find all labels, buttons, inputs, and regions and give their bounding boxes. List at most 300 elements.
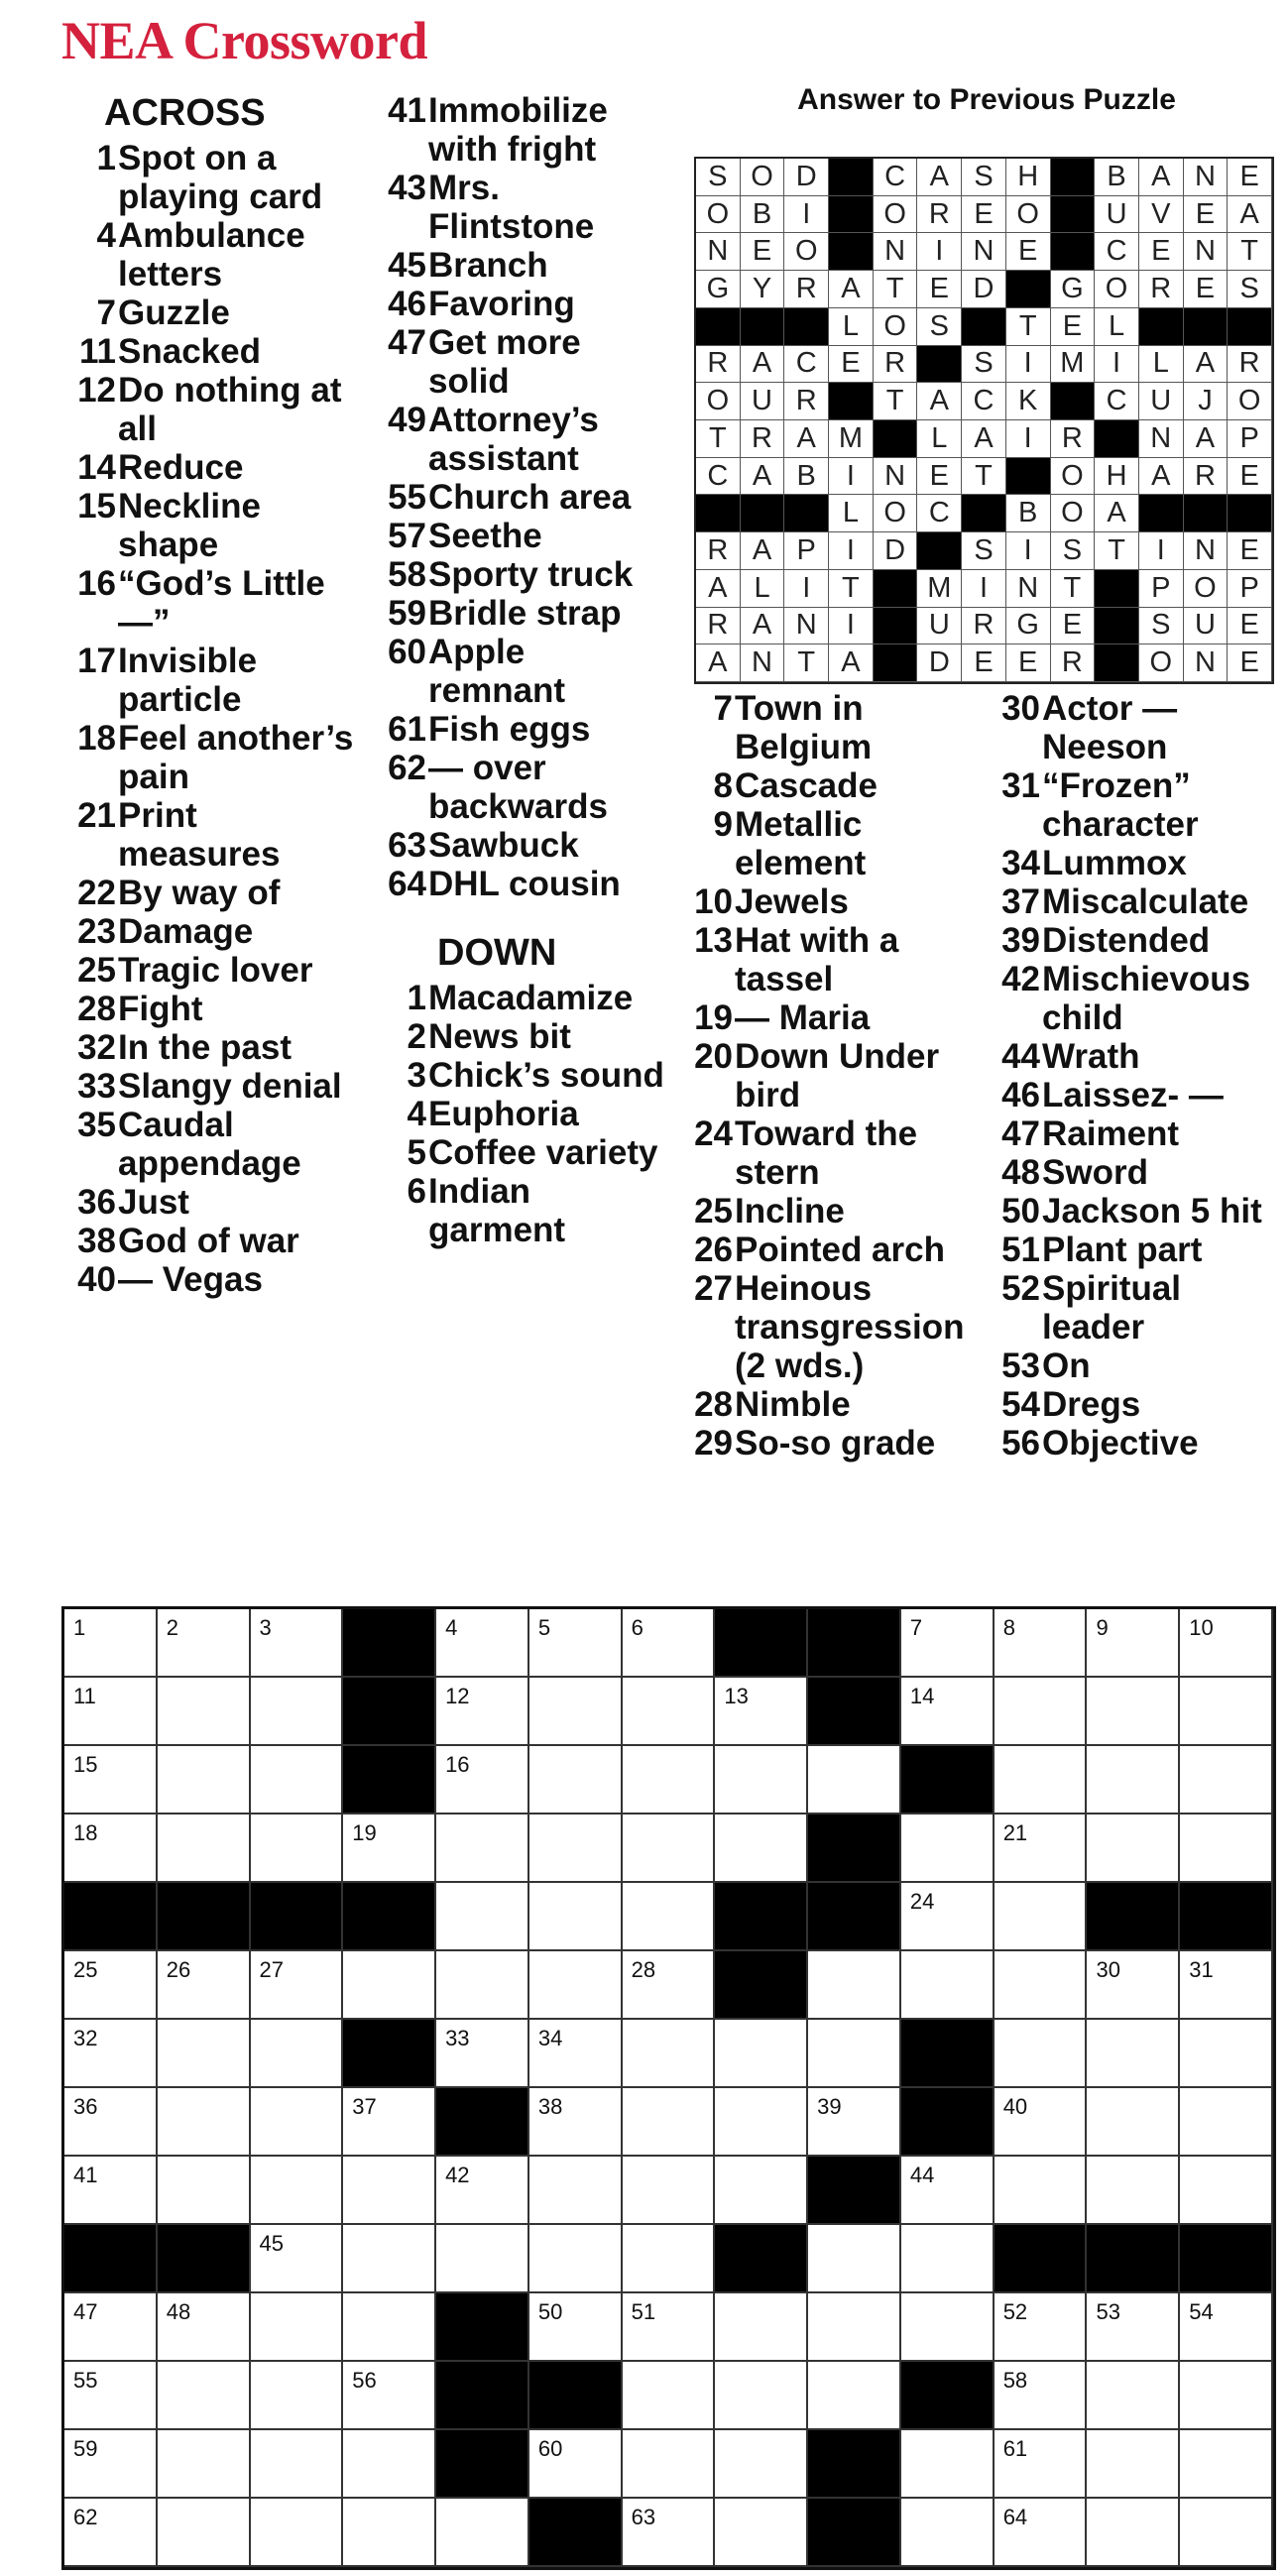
cell-number: 38: [537, 2094, 563, 2119]
grid-cell[interactable]: [436, 1951, 529, 2020]
black-square: [808, 2499, 901, 2567]
clue-number: 34: [1001, 844, 1040, 882]
across-clue-41: [370, 91, 667, 169]
prev-letter-cell: I: [917, 233, 962, 271]
grid-cell[interactable]: [901, 1815, 995, 1883]
prev-letter-cell: L: [1139, 346, 1184, 384]
grid-cell[interactable]: [623, 2157, 716, 2225]
grid-cell[interactable]: [623, 2088, 716, 2157]
grid-cell[interactable]: [808, 2362, 901, 2430]
clue-text: Hat with a tassel: [735, 921, 899, 998]
grid-cell[interactable]: [623, 1746, 716, 1815]
clue-number: 44: [1001, 1037, 1040, 1076]
clue-text: Spot on a playing card: [118, 139, 323, 216]
grid-cell[interactable]: [1087, 2020, 1180, 2088]
grid-cell[interactable]: [995, 1609, 1088, 1678]
cell-number: 7: [909, 1615, 923, 1640]
grid-cell[interactable]: [64, 1609, 158, 1678]
grid-cell[interactable]: [1087, 1951, 1180, 2020]
down-clue-27: [676, 1269, 984, 1385]
grid-cell[interactable]: [251, 2020, 344, 2088]
grid-cell[interactable]: [1180, 2020, 1273, 2088]
across-clue-32: [59, 1028, 357, 1067]
grid-cell[interactable]: [715, 2293, 808, 2362]
grid-cell[interactable]: [436, 1609, 529, 1678]
grid-cell[interactable]: [158, 2362, 251, 2430]
prev-letter-cell: U: [1139, 383, 1184, 420]
grid-cell[interactable]: [64, 2430, 158, 2499]
grid-cell[interactable]: [1087, 2362, 1180, 2430]
prev-letter-cell: R: [784, 271, 829, 308]
grid-cell[interactable]: [64, 2088, 158, 2157]
grid-cell[interactable]: [436, 1883, 529, 1951]
clue-text: Tragic lover: [118, 951, 313, 990]
prev-black-cell: [1006, 458, 1051, 496]
grid-cell[interactable]: [436, 1746, 529, 1815]
grid-cell[interactable]: [343, 1815, 436, 1883]
grid-cell[interactable]: [901, 1678, 995, 1746]
clue-number: 62: [388, 749, 426, 787]
across-clue-33: [59, 1067, 357, 1106]
grid-cell[interactable]: [715, 1746, 808, 1815]
black-square: [529, 2362, 623, 2430]
grid-cell[interactable]: [715, 2020, 808, 2088]
grid-cell[interactable]: [158, 2088, 251, 2157]
grid-cell[interactable]: [901, 2430, 995, 2499]
cell-number: 8: [1002, 1615, 1015, 1640]
grid-cell[interactable]: [529, 1746, 623, 1815]
prev-letter-cell: V: [1139, 196, 1184, 234]
black-square: [1180, 1883, 1273, 1951]
grid-cell[interactable]: [64, 2020, 158, 2088]
grid-cell[interactable]: [529, 2293, 623, 2362]
prev-letter-cell: O: [874, 196, 918, 234]
grid-cell[interactable]: [436, 1815, 529, 1883]
grid-cell[interactable]: [901, 1883, 995, 1951]
clue-text: Bridle strap: [428, 594, 622, 633]
grid-cell[interactable]: [715, 1678, 808, 1746]
grid-cell[interactable]: [251, 2293, 344, 2362]
clue-text: Incline: [735, 1192, 845, 1230]
down-clue-19: [676, 998, 984, 1037]
grid-cell[interactable]: [529, 2430, 623, 2499]
grid-cell[interactable]: [251, 2499, 344, 2567]
down-clue-46: [984, 1076, 1281, 1114]
black-square: [901, 2362, 995, 2430]
clue-number: 37: [1001, 882, 1040, 921]
grid-cell[interactable]: [343, 2157, 436, 2225]
grid-cell[interactable]: [715, 2430, 808, 2499]
grid-cell[interactable]: [1180, 1609, 1273, 1678]
grid-cell[interactable]: [529, 1883, 623, 1951]
clue-number: 56: [1001, 1424, 1040, 1463]
clue-number: 10: [694, 882, 733, 921]
grid-cell[interactable]: [623, 1678, 716, 1746]
clue-text: “God’s Little —”: [118, 564, 325, 642]
grid-cell[interactable]: [529, 1815, 623, 1883]
grid-cell[interactable]: [623, 2225, 716, 2293]
grid-cell[interactable]: [529, 2088, 623, 2157]
prev-black-cell: [741, 308, 785, 346]
prev-letter-cell: K: [1006, 383, 1051, 420]
prev-letter-cell: A: [784, 420, 829, 458]
black-square: [64, 1883, 158, 1951]
grid-cell[interactable]: [995, 2020, 1088, 2088]
clue-text: Macadamize: [428, 979, 634, 1017]
grid-cell[interactable]: [436, 1678, 529, 1746]
clue-text: Just: [118, 1183, 189, 1222]
black-square: [436, 2430, 529, 2499]
grid-cell[interactable]: [623, 1951, 716, 2020]
cell-number: 32: [73, 2026, 98, 2050]
cell-number: 13: [724, 1684, 749, 1708]
grid-cell[interactable]: [1180, 2362, 1273, 2430]
grid-cell[interactable]: [1087, 1609, 1180, 1678]
clue-text: Do nothing at all: [118, 371, 342, 448]
prev-letter-cell: S: [1228, 271, 1272, 308]
grid-cell[interactable]: [1180, 2157, 1273, 2225]
grid-cell[interactable]: [1180, 2293, 1273, 2362]
grid-cell[interactable]: [529, 2157, 623, 2225]
grid-cell[interactable]: [1180, 2430, 1273, 2499]
clue-number: 16: [77, 564, 116, 603]
clue-number: 4: [96, 216, 116, 255]
grid-cell[interactable]: [158, 1951, 251, 2020]
grid-cell[interactable]: [436, 2157, 529, 2225]
clue-number: 23: [77, 912, 116, 951]
across-clue-40: [59, 1260, 357, 1299]
prev-letter-cell: S: [696, 159, 741, 196]
grid-cell[interactable]: [1087, 1815, 1180, 1883]
cell-number: 31: [1189, 1957, 1214, 1982]
grid-cell[interactable]: [529, 1678, 623, 1746]
clue-number: 1: [407, 979, 426, 1017]
grid-cell[interactable]: [251, 2088, 344, 2157]
grid-cell[interactable]: [158, 1815, 251, 1883]
grid-cell[interactable]: [343, 2225, 436, 2293]
grid-cell[interactable]: [64, 1951, 158, 2020]
clue-text: Immobilize with fright: [428, 91, 608, 169]
black-square: [715, 1951, 808, 2020]
down-header: DOWN: [437, 932, 557, 974]
grid-cell[interactable]: [158, 2020, 251, 2088]
clue-number: 35: [77, 1106, 116, 1144]
prev-letter-cell: R: [1184, 458, 1229, 496]
grid-cell[interactable]: [995, 1883, 1088, 1951]
grid-cell[interactable]: [1087, 2293, 1180, 2362]
grid-cell[interactable]: [808, 1746, 901, 1815]
grid-cell[interactable]: [251, 1951, 344, 2020]
grid-cell[interactable]: [995, 2499, 1088, 2567]
grid-cell[interactable]: [623, 1815, 716, 1883]
grid-cell[interactable]: [1180, 2499, 1273, 2567]
grid-cell[interactable]: [1087, 1746, 1180, 1815]
clue-text: DHL cousin: [428, 865, 621, 903]
grid-cell[interactable]: [251, 1609, 344, 1678]
clue-number: 27: [694, 1269, 733, 1308]
prev-letter-cell: O: [874, 495, 918, 532]
grid-cell[interactable]: [901, 1609, 995, 1678]
grid-cell[interactable]: [251, 2362, 344, 2430]
down-clue-5: [370, 1133, 667, 1172]
cell-number: 40: [1002, 2094, 1028, 2119]
prev-letter-cell: L: [917, 420, 962, 458]
grid-cell[interactable]: [995, 2157, 1088, 2225]
prev-letter-cell: N: [1139, 420, 1184, 458]
grid-cell[interactable]: [251, 2430, 344, 2499]
clue-number: 49: [388, 401, 426, 439]
prev-letter-cell: I: [1139, 532, 1184, 570]
clue-text: By way of: [118, 874, 281, 912]
clue-text: — over backwards: [428, 749, 608, 826]
down-clue-47: [984, 1114, 1281, 1153]
across-clue-12: [59, 371, 357, 448]
prev-letter-cell: E: [962, 644, 1006, 682]
prev-letter-cell: G: [1006, 608, 1051, 645]
cell-number: 14: [909, 1684, 935, 1708]
grid-cell[interactable]: [158, 1609, 251, 1678]
black-square: [715, 1883, 808, 1951]
grid-cell[interactable]: [901, 2293, 995, 2362]
grid-cell[interactable]: [343, 2430, 436, 2499]
grid-cell[interactable]: [623, 2499, 716, 2567]
black-square: [343, 2020, 436, 2088]
down-clue-1: [370, 979, 667, 1017]
clue-number: 39: [1001, 921, 1040, 960]
across-header: ACROSS: [104, 92, 266, 134]
clue-number: 55: [388, 478, 426, 517]
black-square: [1087, 1883, 1180, 1951]
cell-number: 5: [537, 1615, 551, 1640]
grid-cell[interactable]: [158, 1678, 251, 1746]
black-square: [808, 1883, 901, 1951]
prev-letter-cell: E: [962, 196, 1006, 234]
clue-text: Pointed arch: [735, 1230, 945, 1269]
grid-cell[interactable]: [343, 2362, 436, 2430]
grid-cell[interactable]: [623, 1609, 716, 1678]
grid-cell[interactable]: [901, 2157, 995, 2225]
grid-cell[interactable]: [158, 2430, 251, 2499]
cell-number: 55: [73, 2368, 98, 2393]
black-square: [343, 1678, 436, 1746]
grid-cell[interactable]: [64, 1678, 158, 1746]
grid-cell[interactable]: [995, 2088, 1088, 2157]
grid-cell[interactable]: [436, 2020, 529, 2088]
grid-cell[interactable]: [623, 2293, 716, 2362]
grid-cell[interactable]: [158, 2293, 251, 2362]
grid-cell[interactable]: [901, 2225, 995, 2293]
prev-letter-cell: Y: [741, 271, 785, 308]
grid-cell[interactable]: [1180, 1678, 1273, 1746]
grid-cell[interactable]: [529, 2225, 623, 2293]
across-clue-16: [59, 564, 357, 642]
grid-cell[interactable]: [343, 2088, 436, 2157]
grid-cell[interactable]: [64, 2362, 158, 2430]
black-square: [436, 2088, 529, 2157]
across-clue-57: [370, 517, 667, 555]
across-clue-4: [59, 216, 357, 293]
grid-cell[interactable]: [623, 2430, 716, 2499]
cell-number: 27: [259, 1957, 285, 1982]
grid-cell[interactable]: [529, 1609, 623, 1678]
clue-text: Wrath: [1042, 1037, 1140, 1076]
prev-letter-cell: E: [1051, 308, 1096, 346]
prev-letter-cell: E: [917, 271, 962, 308]
grid-cell[interactable]: [715, 2088, 808, 2157]
across-clue-7: [59, 293, 357, 332]
grid-cell[interactable]: [64, 2499, 158, 2567]
prev-letter-cell: N: [962, 233, 1006, 271]
grid-cell[interactable]: [64, 1815, 158, 1883]
cell-number: 54: [1189, 2299, 1214, 2324]
prev-letter-cell: O: [784, 233, 829, 271]
grid-cell[interactable]: [995, 2362, 1088, 2430]
grid-cell[interactable]: [1087, 2430, 1180, 2499]
clue-number: 53: [1001, 1347, 1040, 1385]
cell-number: 9: [1096, 1615, 1109, 1640]
clue-number: 24: [694, 1114, 733, 1153]
clue-number: 63: [388, 826, 426, 865]
grid-cell[interactable]: [995, 1746, 1088, 1815]
prev-black-cell: [829, 159, 874, 196]
grid-cell[interactable]: [64, 2293, 158, 2362]
grid-cell[interactable]: [808, 2088, 901, 2157]
prev-letter-cell: H: [1006, 159, 1051, 196]
across-clue-47: [370, 323, 667, 401]
grid-cell[interactable]: [623, 2362, 716, 2430]
down-clue-37: [984, 882, 1281, 921]
black-square: [343, 1883, 436, 1951]
down-clue-53: [984, 1347, 1281, 1385]
prev-letter-cell: U: [1095, 196, 1139, 234]
grid-cell[interactable]: [251, 1746, 344, 1815]
grid-cell[interactable]: [715, 2499, 808, 2567]
across-clue-18: [59, 719, 357, 796]
prev-black-cell: [1051, 383, 1096, 420]
grid-cell[interactable]: [343, 2499, 436, 2567]
grid-cell[interactable]: [251, 1678, 344, 1746]
grid-cell[interactable]: [1087, 2088, 1180, 2157]
prev-letter-cell: S: [962, 532, 1006, 570]
grid-cell[interactable]: [995, 2430, 1088, 2499]
grid-cell[interactable]: [1087, 2499, 1180, 2567]
prev-black-cell: [829, 233, 874, 271]
grid-cell[interactable]: [901, 2499, 995, 2567]
grid-cell[interactable]: [1180, 1951, 1273, 2020]
grid-cell[interactable]: [808, 2293, 901, 2362]
grid-cell[interactable]: [529, 1951, 623, 2020]
prev-letter-cell: T: [962, 458, 1006, 496]
grid-cell[interactable]: [995, 1678, 1088, 1746]
prev-letter-cell: A: [1139, 458, 1184, 496]
grid-cell[interactable]: [623, 2020, 716, 2088]
grid-cell[interactable]: [1180, 1746, 1273, 1815]
grid-cell[interactable]: [808, 1951, 901, 2020]
prev-black-cell: [1184, 495, 1229, 532]
grid-cell[interactable]: [64, 2157, 158, 2225]
prev-letter-cell: S: [1139, 608, 1184, 645]
cell-number: 60: [537, 2436, 563, 2461]
grid-cell[interactable]: [623, 1883, 716, 1951]
page-title: NEA Crossword: [61, 11, 428, 70]
grid-cell[interactable]: [158, 2499, 251, 2567]
grid-cell[interactable]: [1180, 2088, 1273, 2157]
prev-black-cell: [1184, 308, 1229, 346]
clue-text: Town in Belgium: [735, 689, 873, 766]
grid-cell[interactable]: [715, 1815, 808, 1883]
clue-number: 12: [77, 371, 116, 410]
clue-number: 6: [407, 1172, 426, 1211]
grid-cell[interactable]: [343, 1951, 436, 2020]
grid-cell[interactable]: [158, 1746, 251, 1815]
clue-text: Caudal appendage: [118, 1106, 301, 1183]
clue-number: 36: [77, 1183, 116, 1222]
grid-cell[interactable]: [251, 1815, 344, 1883]
clue-text: Distended: [1042, 921, 1211, 960]
cell-number: 39: [817, 2094, 842, 2119]
grid-cell[interactable]: [715, 2362, 808, 2430]
grid-cell[interactable]: [529, 2020, 623, 2088]
prev-letter-cell: D: [784, 159, 829, 196]
prev-letter-cell: C: [1095, 383, 1139, 420]
prev-letter-cell: N: [874, 458, 918, 496]
across-clue-64: [370, 865, 667, 903]
cell-number: 28: [631, 1957, 656, 1982]
clue-number: 61: [388, 710, 426, 749]
prev-letter-cell: E: [1006, 644, 1051, 682]
down-clue-48: [984, 1153, 1281, 1192]
down-clue-3: [370, 1056, 667, 1095]
grid-cell[interactable]: [1087, 1678, 1180, 1746]
grid-cell[interactable]: [995, 1815, 1088, 1883]
clue-number: 47: [1001, 1114, 1040, 1153]
clue-text: Sawbuck: [428, 826, 579, 865]
grid-cell[interactable]: [251, 2225, 344, 2293]
cell-number: 12: [445, 1684, 470, 1708]
cell-number: 63: [631, 2505, 656, 2529]
grid-cell[interactable]: [901, 1951, 995, 2020]
prev-letter-cell: A: [1095, 495, 1139, 532]
grid-cell[interactable]: [715, 2157, 808, 2225]
black-square: [158, 1883, 251, 1951]
prev-letter-cell: E: [1184, 196, 1229, 234]
prev-letter-cell: O: [874, 308, 918, 346]
prev-letter-cell: R: [962, 608, 1006, 645]
prev-letter-cell: A: [917, 383, 962, 420]
grid-cell[interactable]: [436, 2225, 529, 2293]
prev-letter-cell: S: [917, 308, 962, 346]
grid-cell[interactable]: [436, 2499, 529, 2567]
grid-cell[interactable]: [1180, 1815, 1273, 1883]
grid-cell[interactable]: [808, 2225, 901, 2293]
grid-cell[interactable]: [995, 2293, 1088, 2362]
grid-cell[interactable]: [251, 2157, 344, 2225]
prev-letter-cell: B: [1006, 495, 1051, 532]
grid-cell[interactable]: [343, 2293, 436, 2362]
black-square: [343, 1746, 436, 1815]
grid-cell[interactable]: [158, 2157, 251, 2225]
grid-cell[interactable]: [64, 1746, 158, 1815]
grid-cell[interactable]: [995, 1951, 1088, 2020]
grid-cell[interactable]: [1087, 2157, 1180, 2225]
grid-cell[interactable]: [808, 2020, 901, 2088]
cell-number: 6: [631, 1615, 644, 1640]
clue-number: 20: [694, 1037, 733, 1076]
prev-letter-cell: S: [962, 346, 1006, 384]
prev-black-cell: [1095, 570, 1139, 608]
black-square: [158, 2225, 251, 2293]
prev-letter-cell: O: [741, 159, 785, 196]
